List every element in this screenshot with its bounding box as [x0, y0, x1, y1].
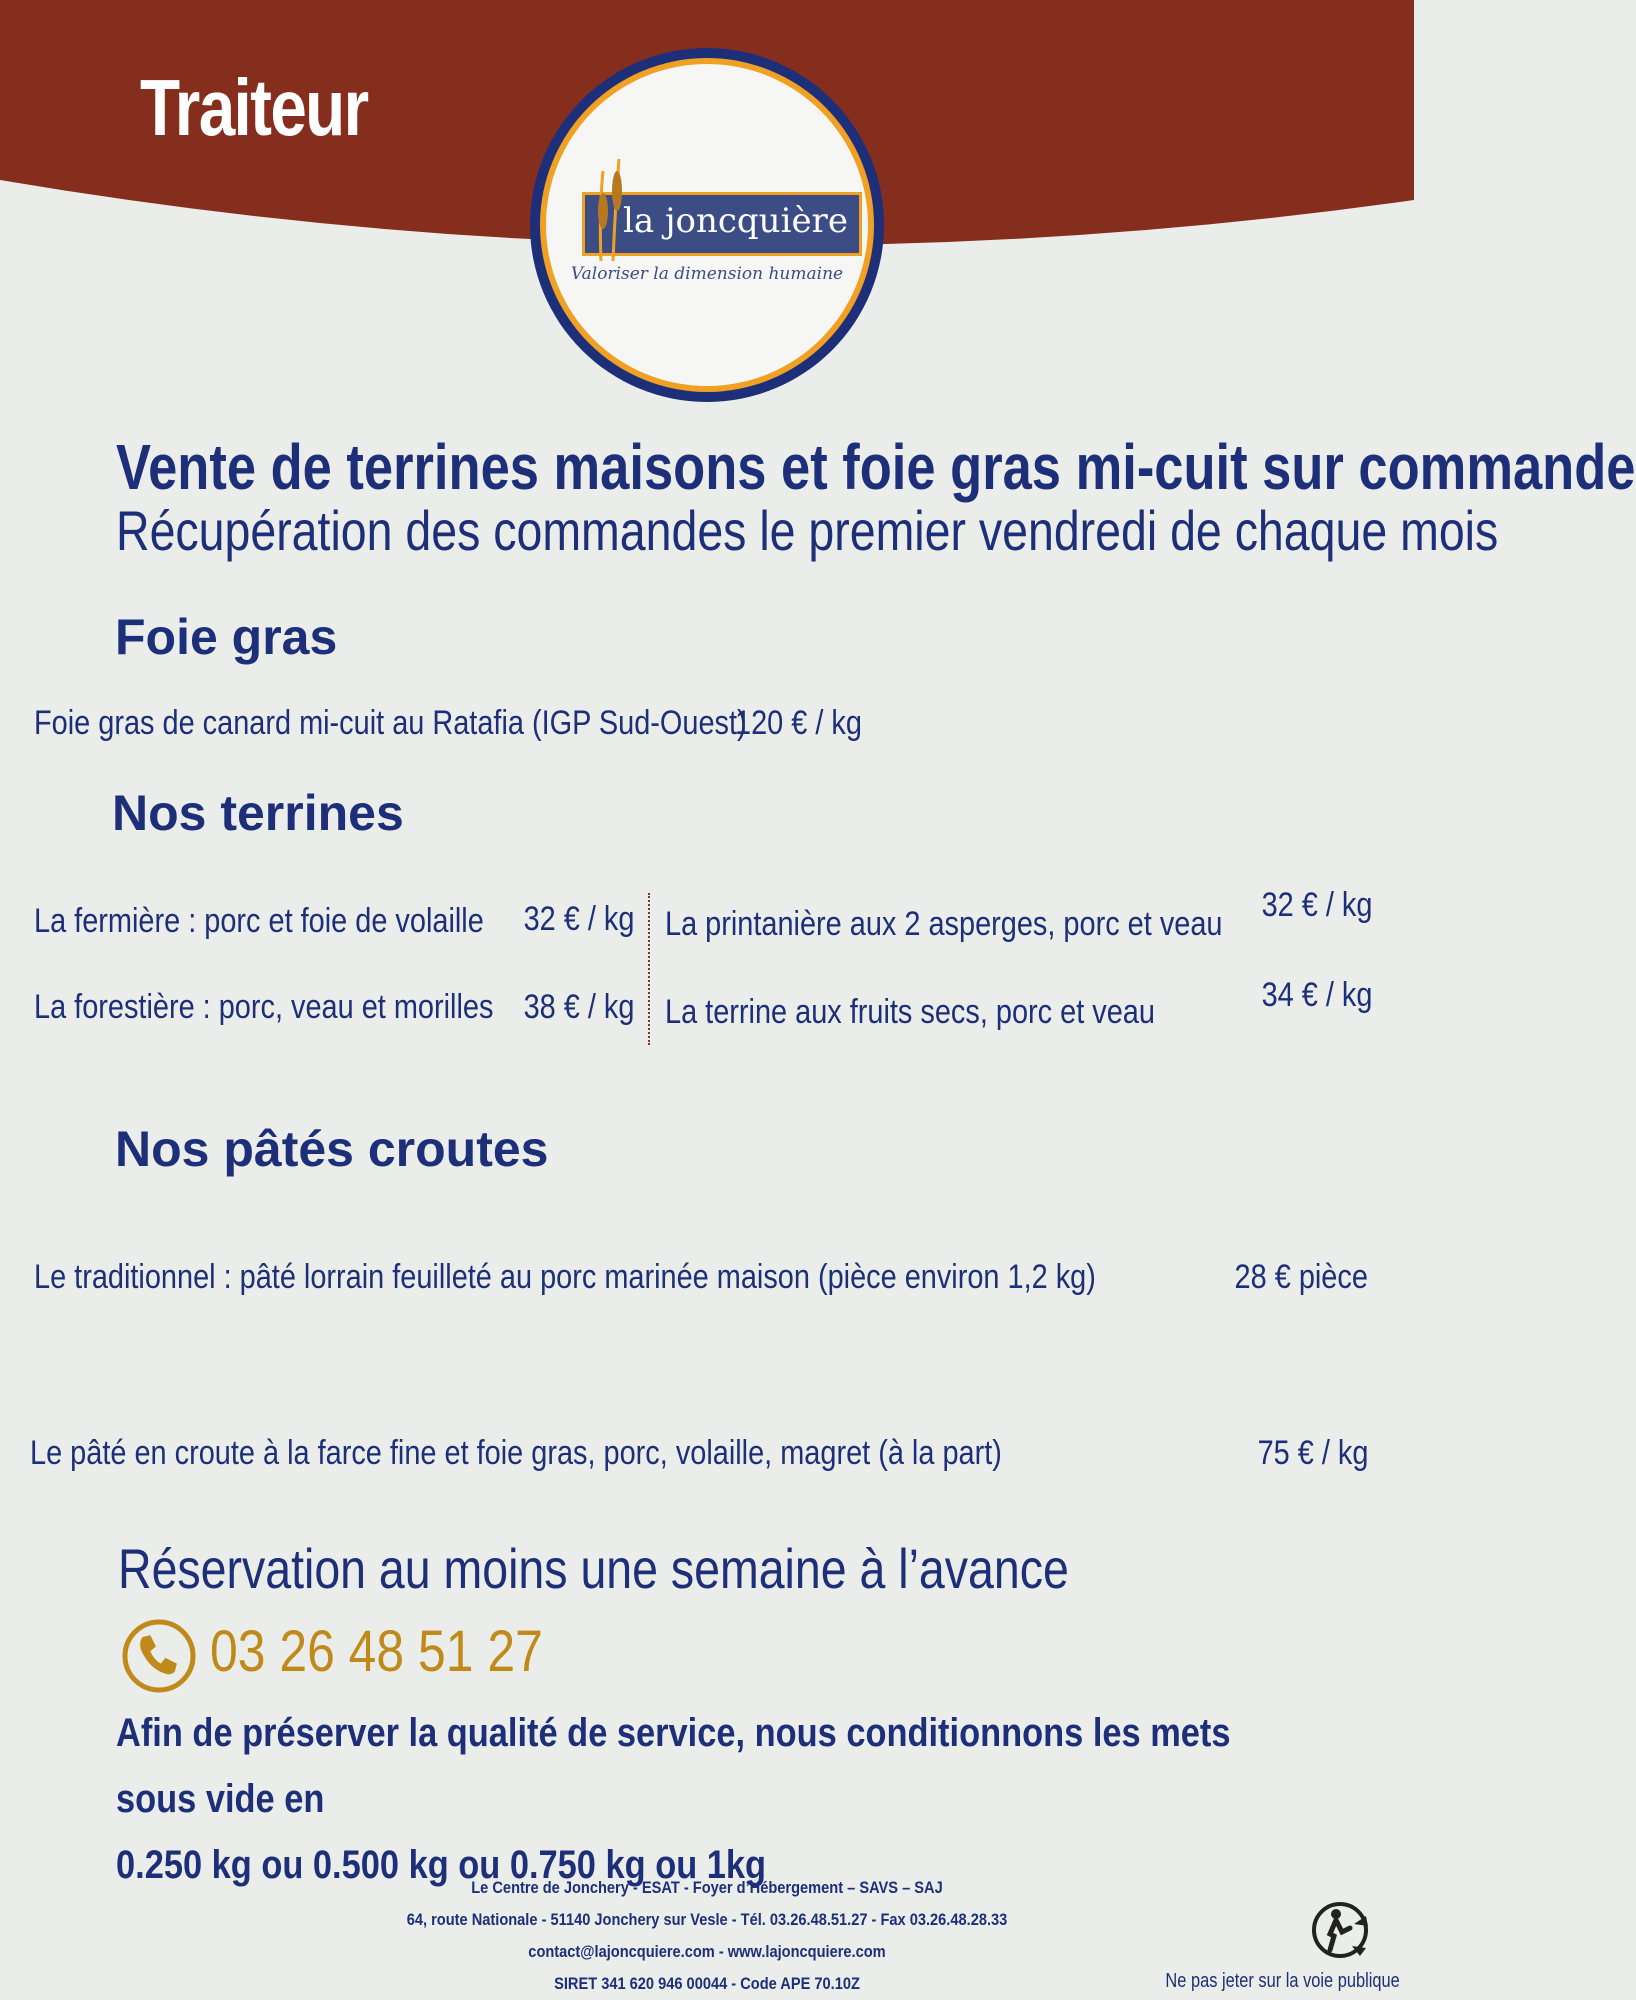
menu-item-price: 120 € / kg [735, 704, 862, 742]
logo-tagline: Valoriser la dimension humaine [570, 264, 844, 284]
logo-badge [530, 48, 884, 402]
footer-line: 64, route Nationale - 51140 Jonchery sur Vesle - Tél. 03.26.48.51.27 - Fax 03.26.48.28.33 [406, 1910, 1008, 1929]
notice-line: 0.250 kg ou 0.500 kg ou 0.750 kg ou 1kg [116, 1843, 767, 1887]
menu-item: La printanière aux 2 asperges, porc et veau [665, 905, 1223, 943]
footer-line: SIRET 341 620 946 00044 - Code APE 70.10Z [554, 1974, 860, 1993]
logo-name: la joncquière [623, 201, 848, 241]
section-title-terrines: Nos terrines [112, 785, 404, 841]
menu-item-price: 28 € pièce [1234, 1258, 1368, 1296]
menu-item: La forestière : porc, veau et morilles [34, 988, 494, 1026]
subline: Récupération des commandes le premier vendredi de chaque mois [116, 499, 1499, 562]
page-title: Traiteur [140, 63, 368, 152]
menu-item-price: 34 € / kg [1261, 976, 1372, 1014]
menu-item: Le traditionnel : pâté lorrain feuilleté au porc marinée maison (pièce environ 1,2 kg) [34, 1258, 1096, 1296]
headline: Vente de terrines maisons et foie gras mi-cuit sur commande [116, 431, 1636, 503]
recycle-icon [1310, 1898, 1376, 1964]
menu-item: La fermière : porc et foie de volaille [34, 902, 484, 940]
menu-item: Foie gras de canard mi-cuit au Ratafia (IGP Sud-Ouest) [34, 704, 747, 742]
column-divider [648, 893, 650, 1045]
logo-plate [582, 192, 862, 256]
menu-item-price: 75 € / kg [1257, 1434, 1368, 1472]
packaging-notice [116, 1700, 1296, 1898]
section-title-pates: Nos pâtés croutes [115, 1121, 549, 1177]
phone-number[interactable]: 03 26 48 51 27 [210, 1619, 543, 1684]
section-title-foie-gras: Foie gras [115, 609, 338, 665]
menu-item-price: 32 € / kg [1261, 886, 1372, 924]
footer-contact[interactable]: contact@lajoncquiere.com - www.lajoncquiere.com [528, 1942, 886, 1961]
menu-item: Le pâté en croute à la farce fine et foie gras, porc, volaille, magret (à la part) [30, 1434, 1002, 1472]
menu-item: La terrine aux fruits secs, porc et veau [665, 993, 1155, 1031]
menu-item-price: 38 € / kg [523, 988, 634, 1026]
phone-icon [121, 1618, 197, 1694]
reservation-note: Réservation au moins une semaine à l’avance [118, 1537, 1069, 1600]
menu-item-price: 32 € / kg [523, 900, 634, 938]
recycle-caption: Ne pas jeter sur la voie publique [1165, 1970, 1400, 1992]
notice-line: Afin de préserver la qualité de service, nous conditionnons les mets sous vide en [116, 1711, 1231, 1821]
footer-line: Le Centre de Jonchery - ESAT - Foyer d’Hébergement – SAVS – SAJ [471, 1878, 943, 1897]
